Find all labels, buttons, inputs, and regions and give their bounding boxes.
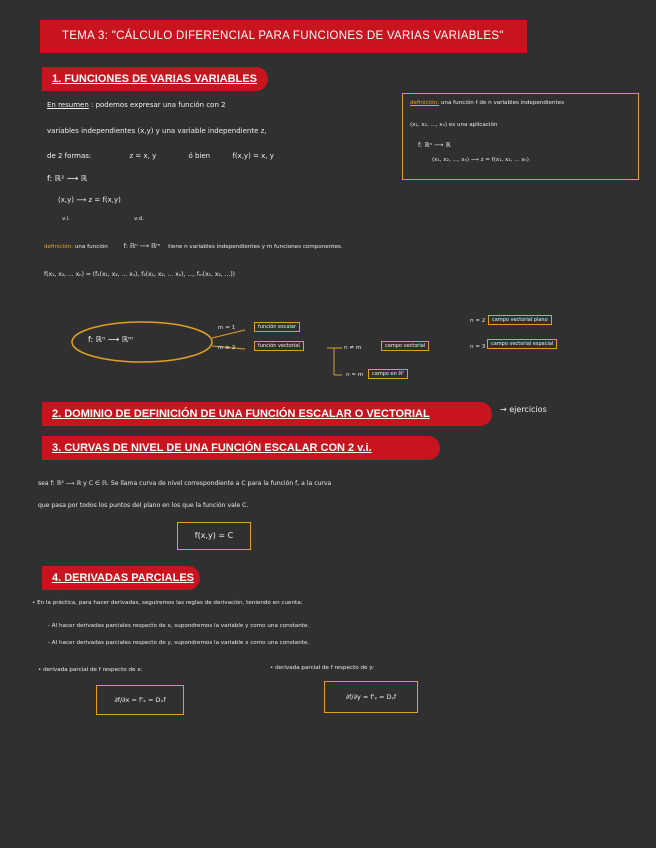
vd-label: v.d. <box>134 216 144 222</box>
def-box-line-2: (x₁, x₂, ..., xₙ) es una aplicación <box>410 122 498 128</box>
definition-2: definición: una función f: ℝⁿ ⟶ ℝᵐ tiene n variables independientes y m funciones componentes. <box>44 242 343 250</box>
dx-formula-box: ∂f/∂x = f'ₓ = Dₓf <box>96 685 184 715</box>
espacial-box: campo vectorial espacial <box>487 339 557 349</box>
vectorial-box: función vectorial <box>254 341 304 351</box>
curvas-line-1: sea f: ℝ² ⟶ ℝ y C ∈ ℝ. Se llama curva de nivel correspondiente a C para la función f, a la curva <box>38 480 332 487</box>
m1-label: m = 1 <box>218 325 236 331</box>
section-heading-2: 2. DOMINIO DE DEFINICIÓN DE UNA FUNCIÓN ESCALAR O VECTORIAL <box>42 402 492 426</box>
def-box-line-1: definición: una función f de n variables independientes <box>410 100 564 106</box>
curvas-line-2: que pasa por todos los puntos del plano en los que la función vale C. <box>38 502 249 509</box>
curva-formula-box: f(x,y) = C <box>177 522 251 550</box>
campo-vectorial-box: campo vectorial <box>381 341 429 351</box>
def-box-line-4: (x₁, x₂, ..., xₙ) ⟶ z = f(x₁, x₂, ... xₙ) <box>432 157 529 163</box>
diagram-oval-label: f: ℝⁿ ⟶ ℝᵐ <box>88 335 134 344</box>
n2-label: n = 2 <box>470 318 486 324</box>
dx-label: • derivada parcial de f respecto de x: <box>38 667 143 673</box>
derivadas-bullet: • En la práctica, para hacer derivadas, seguiremos las reglas de derivación, teniendo en cuenta: <box>32 600 303 606</box>
neqm2-label: n = m <box>346 372 364 378</box>
campo-en-box: campo en ℝⁿ <box>368 369 408 379</box>
page-title: TEMA 3: "CÁLCULO DIFERENCIAL PARA FUNCIONES DE VARIAS VARIABLES" <box>40 20 527 53</box>
resumen-line-1: En resumen : podemos expresar una función con 2 <box>47 101 226 109</box>
vi-label: v.i. <box>62 216 70 222</box>
m2-label: m ≥ 2 <box>218 345 236 351</box>
section-heading-4: 4. DERIVADAS PARCIALES <box>42 566 200 590</box>
plano-box: campo vectorial plano <box>488 315 552 325</box>
def-box-line-3: f: ℝⁿ ⟶ ℝ <box>418 141 451 149</box>
section-heading-3: 3. CURVAS DE NIVEL DE UNA FUNCIÓN ESCALAR CON 2 v.i. <box>42 436 440 460</box>
ejercicios-note: → ejercicios <box>500 405 547 414</box>
derivadas-dash-2: - Al hacer derivadas parciales respecto de y, supondremos la variable x como una constante. <box>48 640 310 646</box>
neqm-label: n ≠ m <box>344 345 362 351</box>
derivadas-dash-1: - Al hacer derivadas parciales respecto de x, supondremos la variable y como una constante. <box>48 623 310 629</box>
map-pair: (x,y) ⟶ z = f(x,y) <box>58 196 121 204</box>
dy-label: • derivada parcial de f respecto de y: <box>270 665 375 671</box>
dy-formula-box: ∂f/∂y = f'ᵧ = Dᵧf <box>324 681 418 713</box>
n3-label: n = 3 <box>470 344 486 350</box>
section-heading-1: 1. FUNCIONES DE VARIAS VARIABLES <box>42 67 268 91</box>
resumen-line-2: variables independientes (x,y) y una variable independiente z, <box>47 127 267 135</box>
map-line: f: ℝ² ⟶ ℝ <box>47 174 88 183</box>
escalar-box: función escalar <box>254 322 300 332</box>
resumen-line-3: de 2 formas: z = x, y ó bien f(x,y) = x, y <box>47 152 274 160</box>
components-line: f(x₁, x₂, ... xₙ) = (f₁(x₁, x₂, ... xₙ), f₂(x₁, x₂, ... xₙ), ..., fₘ(x₁, x₂, ...)) <box>44 271 236 278</box>
